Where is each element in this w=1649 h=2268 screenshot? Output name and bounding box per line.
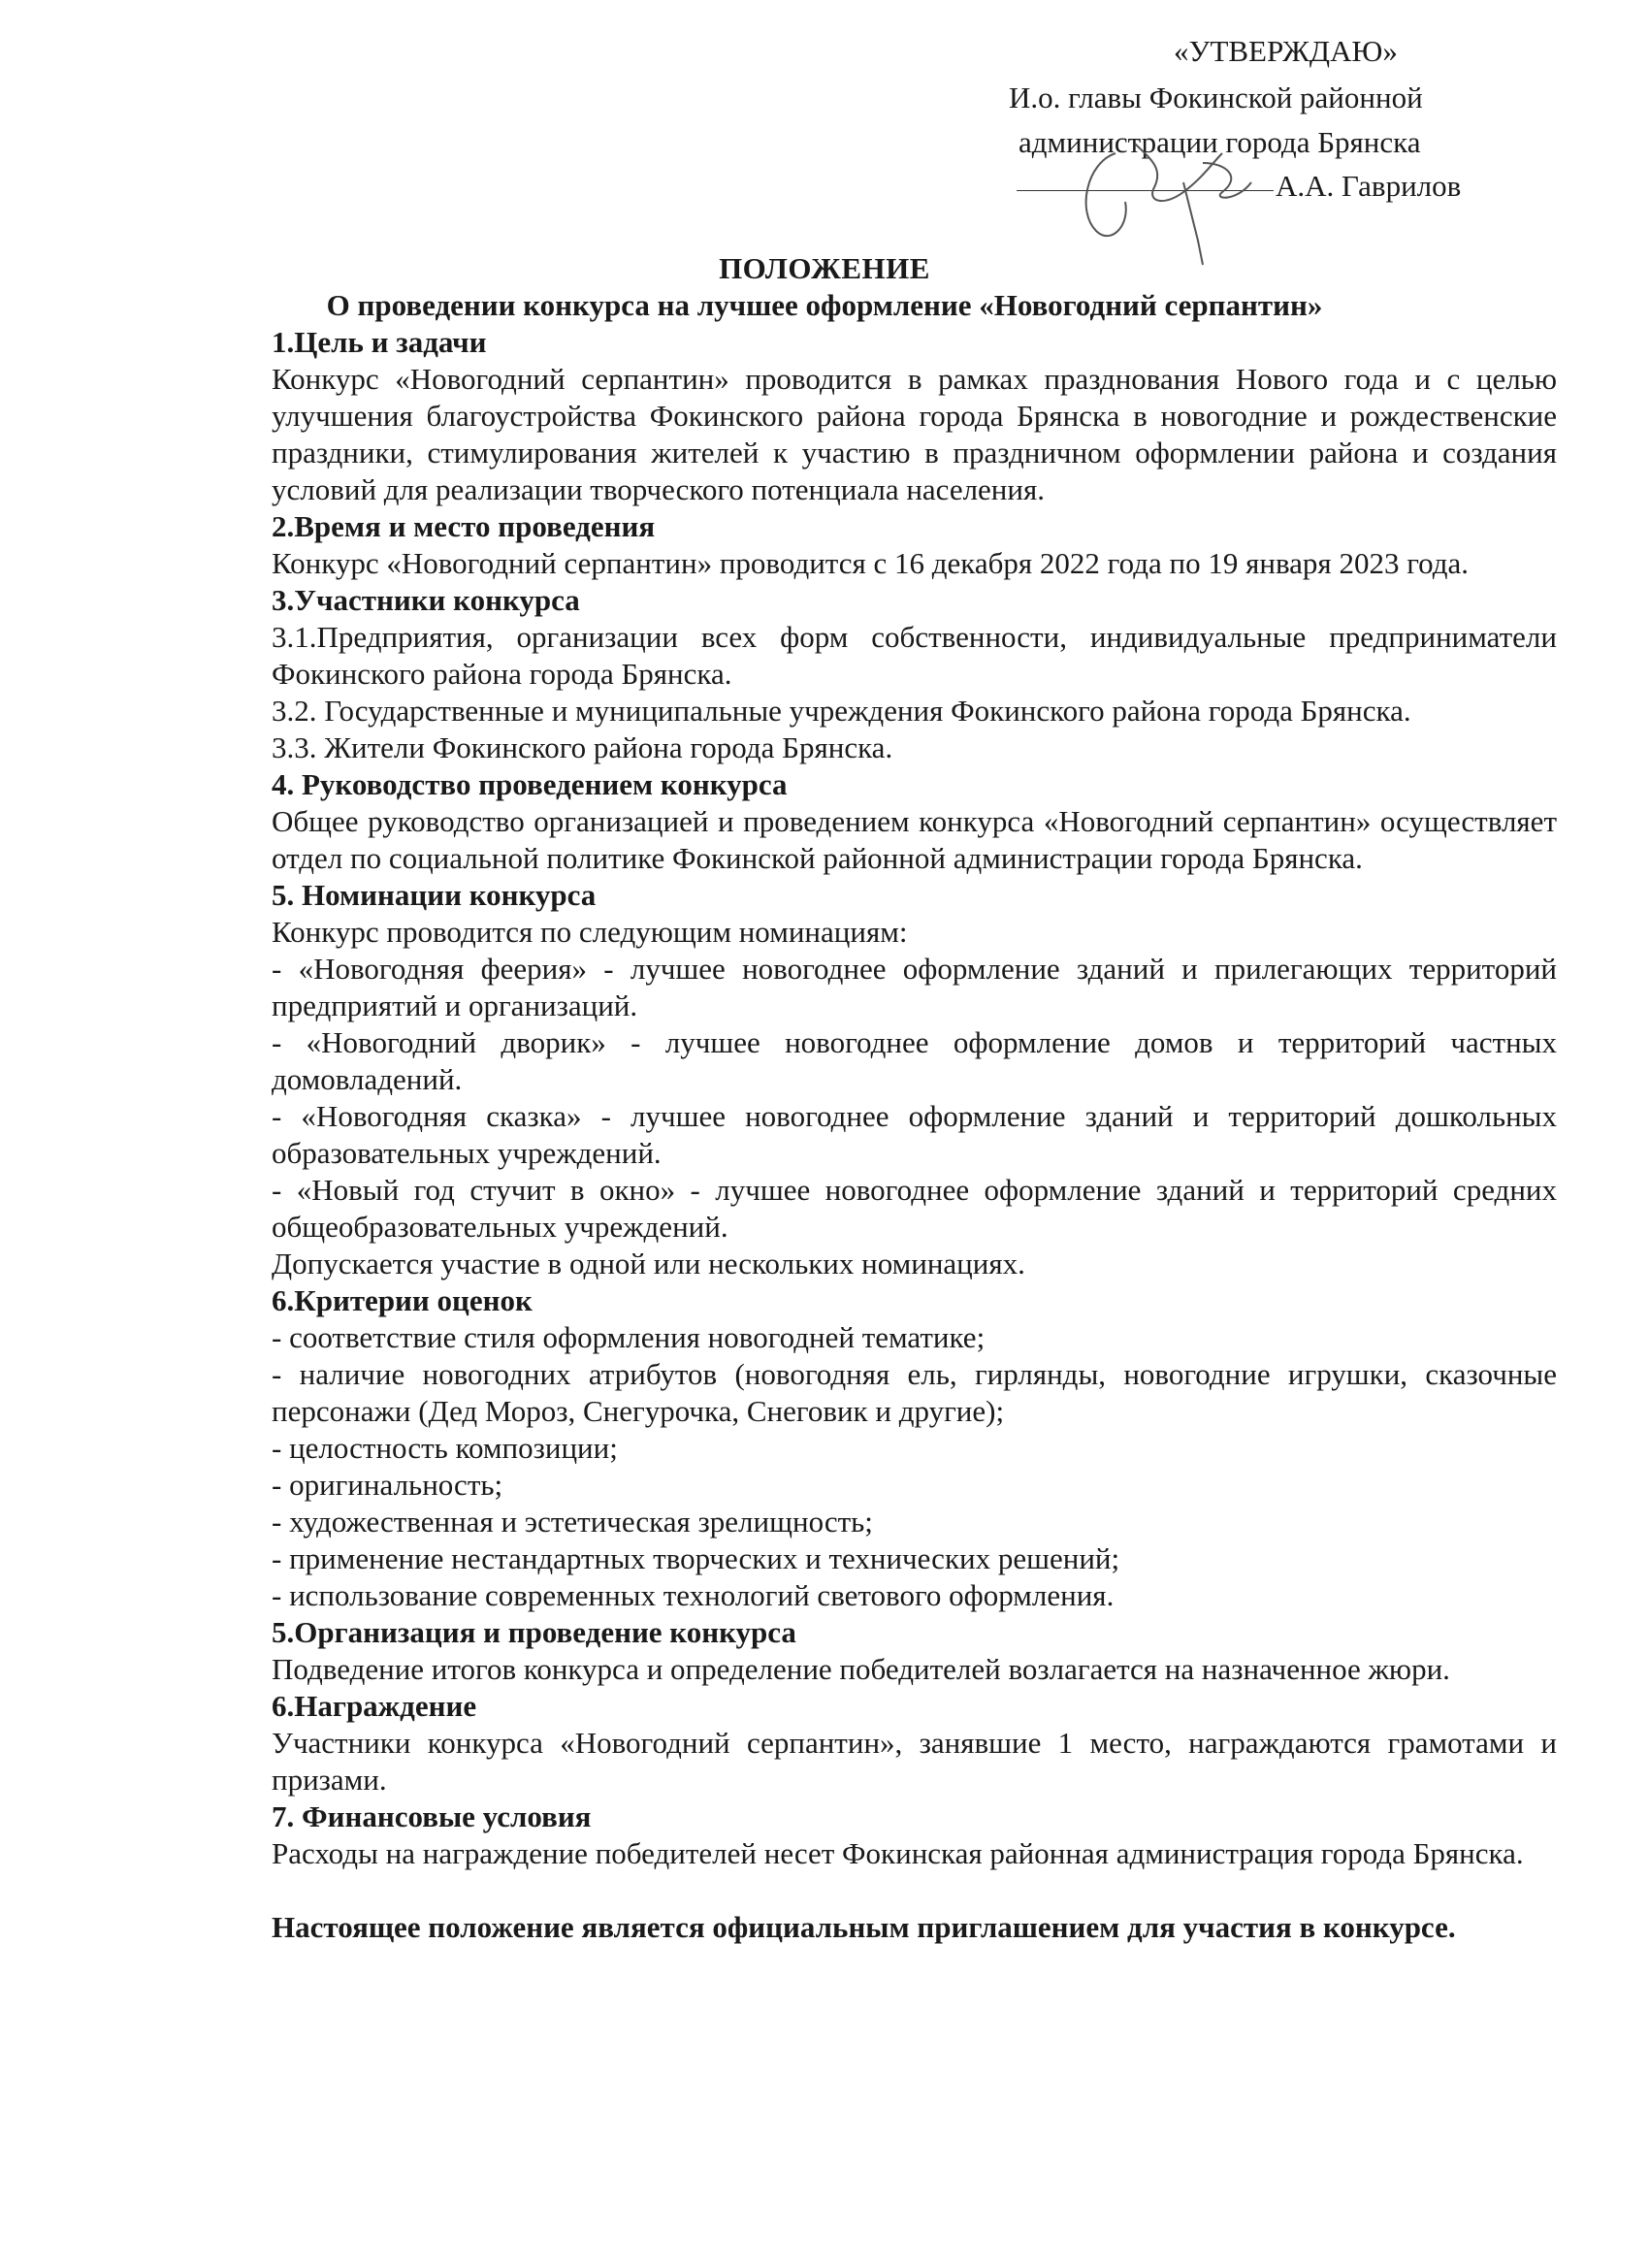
section-1-heading: 1.Цель и задачи <box>272 325 487 359</box>
section-5-note: Допускается участие в одной или нескольких номинациях. <box>272 1247 1025 1280</box>
section-3-item-3: 3.3. Жители Фокинского района города Брянска. <box>272 730 893 764</box>
nomination-2: - «Новогодний дворик» - лучшее новогоднее оформление домов и территорий частных домовладений. <box>272 1025 1557 1096</box>
nomination-3: - «Новогодняя сказка» - лучшее новогоднее оформление зданий и территорий дошкольных образовательных учреждений. <box>272 1099 1557 1170</box>
closing-statement: Настоящее положение является официальным приглашением для участия в конкурсе. <box>272 1910 1456 1944</box>
nomination-4: - «Новый год стучит в окно» - лучшее новогоднее оформление зданий и территорий средних общеобразовательных учреждений. <box>272 1173 1557 1244</box>
section-8-heading: 6.Награждение <box>272 1689 477 1723</box>
document-body <box>272 324 1557 1946</box>
section-7-text: Подведение итогов конкурса и определение победителей возлагается на назначенное жюри. <box>272 1652 1450 1686</box>
criterion-2: - наличие новогодних атрибутов (новогодняя ель, гирлянды, новогодние игрушки, сказочные персонажи (Дед Мороз, Снегурочка, Снеговик и другие); <box>272 1357 1557 1428</box>
criterion-6: - применение нестандартных творческих и технических решений; <box>272 1541 1120 1575</box>
nomination-1: - «Новогодняя феерия» - лучшее новогоднее оформление зданий и прилегающих территорий предприятий и организаций. <box>272 952 1557 1022</box>
section-5-heading: 5. Номинации конкурса <box>272 878 597 912</box>
document-title: ПОЛОЖЕНИЕ <box>719 251 930 285</box>
section-1-text: Конкурс «Новогодний серпантин» проводится в рамках празднования Нового года и с целью улучшения благоустройства Фокинского района города Брянска в новогодние и рождественские праздники, стимулирования жителей к участию в праздничном оформлении района и создания условий для реализации творческого потенциала населения. <box>272 362 1557 506</box>
section-6-heading: 6.Критерии оценок <box>272 1283 533 1317</box>
section-4-heading: 4. Руководство проведением конкурса <box>272 767 788 801</box>
signature-icon <box>1057 124 1280 270</box>
spacer <box>272 1872 1557 1909</box>
section-9-text: Расходы на награждение победителей несет Фокинская районная администрация города Брянска. <box>272 1836 1524 1870</box>
approval-heading: «УТВЕРЖДАЮ» <box>1174 34 1398 68</box>
section-7-heading: 5.Организация и проведение конкурса <box>272 1615 796 1649</box>
criterion-3: - целостность композиции; <box>272 1431 618 1465</box>
approval-name: А.А. Гаврилов <box>1276 169 1462 203</box>
approval-position-line2: администрации города Брянска <box>1018 125 1421 159</box>
section-2-text: Конкурс «Новогодний серпантин» проводится с 16 декабря 2022 года по 19 января 2023 года. <box>272 546 1470 580</box>
section-3-item-2: 3.2. Государственные и муниципальные учреждения Фокинского района города Брянска. <box>272 694 1411 728</box>
criterion-1: - соответствие стиля оформления новогодней тематике; <box>272 1320 986 1354</box>
section-4-text: Общее руководство организацией и проведением конкурса «Новогодний серпантин» осуществляет отдел по социальной политике Фокинской районной администрации города Брянска. <box>272 804 1557 875</box>
section-3-heading: 3.Участники конкурса <box>272 583 580 617</box>
document-subtitle: О проведении конкурса на лучшее оформление «Новогодний серпантин» <box>326 288 1323 322</box>
criterion-7: - использование современных технологий светового оформления. <box>272 1578 1115 1612</box>
section-8-text: Участники конкурса «Новогодний серпантин», занявшие 1 место, награждаются грамотами и призами. <box>272 1726 1557 1797</box>
approval-position-line1: И.о. главы Фокинской районной <box>1009 81 1423 114</box>
section-2-heading: 2.Время и место проведения <box>272 509 656 543</box>
criterion-5: - художественная и эстетическая зрелищность; <box>272 1505 873 1539</box>
criterion-4: - оригинальность; <box>272 1468 503 1502</box>
section-5-intro: Конкурс проводится по следующим номинациям: <box>272 915 908 949</box>
section-9-heading: 7. Финансовые условия <box>272 1799 592 1833</box>
section-3-item-1: 3.1.Предприятия, организации всех форм собственности, индивидуальные предприниматели Фокинского района города Брянска. <box>272 620 1557 691</box>
